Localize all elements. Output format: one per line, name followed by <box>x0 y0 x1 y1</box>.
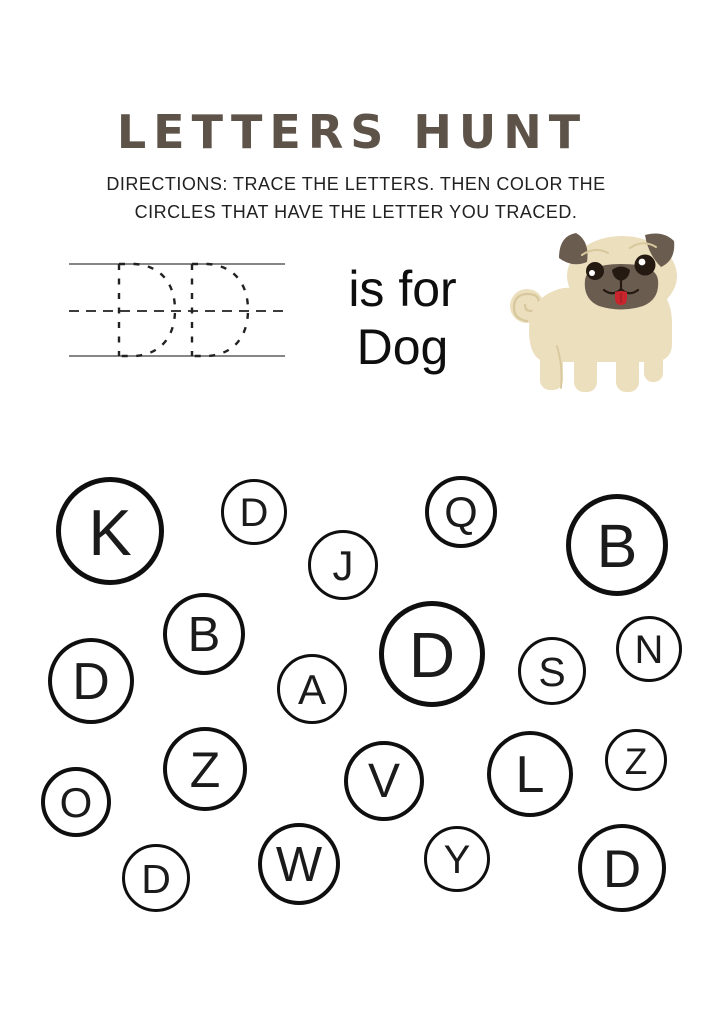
circle-letter: A <box>297 666 326 713</box>
circle-letter: D <box>602 839 642 899</box>
letter-circle-d-19[interactable] <box>578 824 666 912</box>
letter-circle-n-7[interactable] <box>616 616 682 682</box>
circle-letter: K <box>88 495 132 569</box>
circle-letter: D <box>239 491 269 535</box>
letter-circle-y-17[interactable] <box>424 826 490 892</box>
circle-letter: N <box>634 628 664 672</box>
directions-line-2: CIRCLES THAT HAVE THE LETTER YOU TRACED. <box>134 202 578 222</box>
letter-circle-d-1[interactable] <box>221 479 287 545</box>
circle-letter: L <box>515 746 545 804</box>
letter-circle-a-9[interactable] <box>277 654 347 724</box>
directions-line-1: DIRECTIONS: TRACE THE LETTERS. THEN COLOR THE <box>106 174 606 194</box>
circle-letter: W <box>275 837 323 892</box>
letter-circle-d-6[interactable] <box>379 601 485 707</box>
circle-letter: Q <box>444 488 478 537</box>
letter-circle-z-11[interactable] <box>163 727 247 811</box>
letter-circle-s-10[interactable] <box>518 637 586 705</box>
circle-letter: J <box>332 542 354 589</box>
circle-letter: B <box>596 511 638 580</box>
letter-circle-z-14[interactable] <box>605 729 667 791</box>
letter-circle-d-18[interactable] <box>122 844 190 912</box>
letter-circle-k-0[interactable] <box>56 477 164 585</box>
phrase-line-2: Dog <box>356 319 449 375</box>
letter-circle-b-5[interactable] <box>163 593 245 675</box>
letter-circle-v-12[interactable] <box>344 741 424 821</box>
circle-letter: Z <box>189 742 221 798</box>
circle-letter: D <box>141 855 171 902</box>
letter-circle-q-2[interactable] <box>425 476 497 548</box>
letter-circle-l-13[interactable] <box>487 731 573 817</box>
letter-circle-j-3[interactable] <box>308 530 378 600</box>
letter-circle-w-16[interactable] <box>258 823 340 905</box>
letter-circle-o-15[interactable] <box>41 767 111 837</box>
circle-letter: D <box>408 619 456 691</box>
circle-letter: B <box>187 607 221 662</box>
phrase-line-1: is for <box>348 261 457 317</box>
circle-letter: Z <box>624 740 648 782</box>
circle-letter: S <box>538 648 566 695</box>
circle-letter: O <box>59 779 93 826</box>
letter-circle-b-4[interactable] <box>566 494 668 596</box>
circle-letter: D <box>72 653 110 711</box>
circle-letter: V <box>367 755 400 808</box>
circle-letter: Y <box>443 838 471 882</box>
letter-circle-d-8[interactable] <box>48 638 134 724</box>
worksheet-title: LETTERS HUNT <box>116 104 588 159</box>
